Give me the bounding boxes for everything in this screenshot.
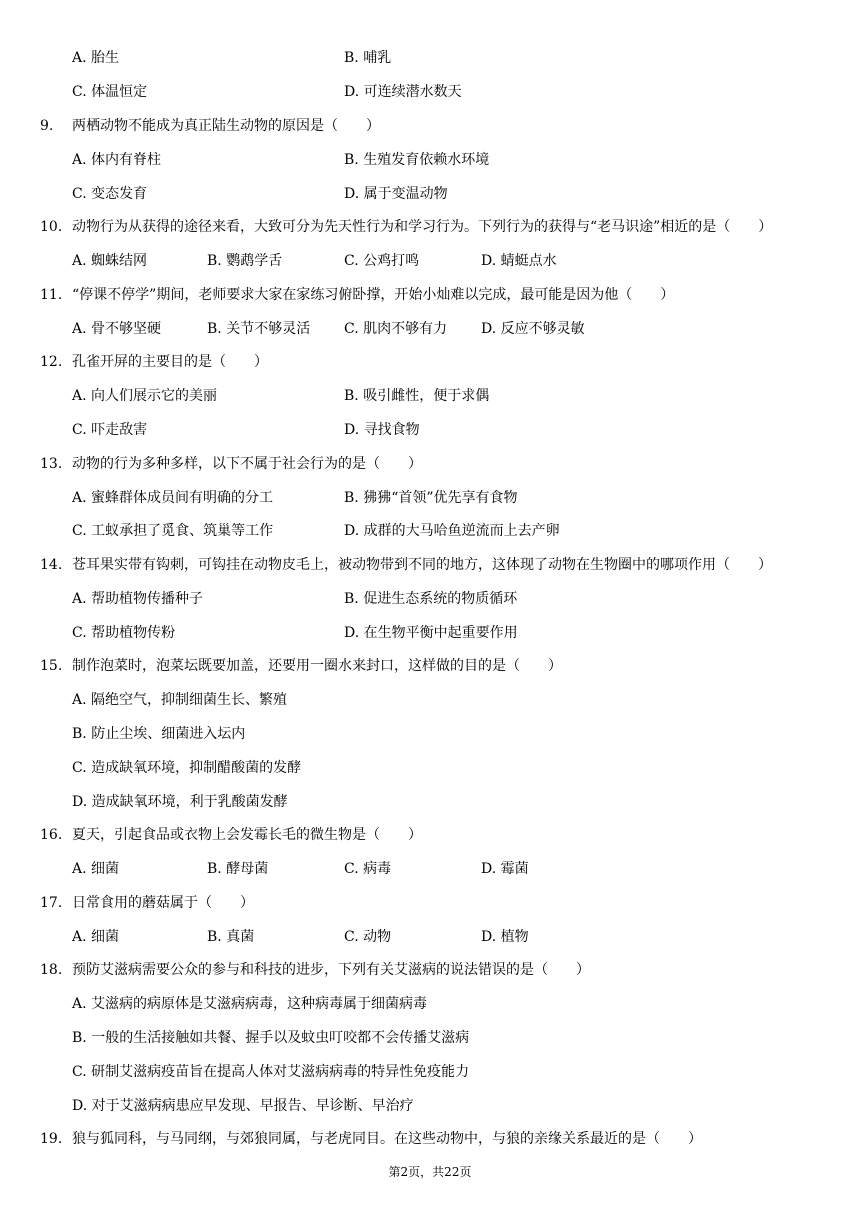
q18-option-a-row: [0, 994, 860, 1028]
q14-options-row-2: [0, 623, 860, 657]
q9-option-d: D. 属于变温动物: [344, 186, 448, 202]
question-number: 9.: [40, 118, 54, 134]
question-11: [0, 285, 860, 319]
q18-option-d: D. 对于艾滋病病患应早发现、早报告、早诊断、早治疗: [72, 1098, 414, 1114]
q12-options-row-1: [0, 386, 860, 420]
q11-option-b: B. 关节不够灵活: [207, 321, 311, 337]
question-17: [0, 893, 860, 927]
q9-option-c: C. 变态发育: [72, 186, 148, 202]
q12-option-d: D. 寻找食物: [344, 422, 420, 438]
question-13: [0, 454, 860, 488]
question-text: 日常食用的蘑菇属于（ ）: [72, 895, 254, 911]
question-number: 14.: [40, 557, 63, 573]
question-number: 17.: [40, 895, 63, 911]
question-12: [0, 352, 860, 386]
question-number: 13.: [40, 456, 63, 472]
q11-option-d: D. 反应不够灵敏: [481, 321, 585, 337]
q18-option-d-row: [0, 1096, 860, 1130]
q15-option-a: A. 隔绝空气，抑制细菌生长、繁殖: [72, 692, 288, 708]
q9-option-b: B. 生殖发育依赖水环境: [344, 152, 490, 168]
q17-option-a: A. 细菌: [72, 929, 120, 945]
q15-option-c-row: [0, 758, 860, 792]
q18-option-c-row: [0, 1062, 860, 1096]
q15-option-b-row: [0, 724, 860, 758]
question-15: [0, 656, 860, 690]
q10-option-b: B. 鹦鹉学舌: [207, 253, 283, 269]
question-number: 12.: [40, 354, 63, 370]
question-19: [0, 1129, 860, 1163]
question-text: 狼与狐同科，与马同纲，与郊狼同属，与老虎同目。在这些动物中，与狼的亲缘关系最近的是（ ）: [72, 1131, 702, 1147]
q13-option-b: B. 狒狒“首领”优先享有食物: [344, 490, 518, 506]
question-text: 夏天，引起食品或衣物上会发霉长毛的微生物是（ ）: [72, 827, 422, 843]
q17-option-d: D. 植物: [481, 929, 529, 945]
question-number: 11.: [40, 287, 63, 303]
question-text: 苍耳果实带有钩刺，可钩挂在动物皮毛上，被动物带到不同的地方，这体现了动物在生物圈中的哪项作用（ ）: [72, 557, 772, 573]
q12-option-b: B. 吸引雌性，便于求偶: [344, 388, 490, 404]
q13-options-row-1: [0, 488, 860, 522]
q16-options-row: [0, 859, 860, 893]
q14-option-a: A. 帮助植物传播种子: [72, 591, 204, 607]
q13-option-d: D. 成群的大马哈鱼逆流而上去产卵: [344, 523, 560, 539]
q18-option-a: A. 艾滋病的病原体是艾滋病病毒，这种病毒属于细菌病毒: [72, 996, 428, 1012]
q10-options-row: [0, 251, 860, 285]
question-number: 10.: [40, 219, 63, 235]
question-number: 15.: [40, 658, 63, 674]
question-text: 动物的行为多种多样，以下不属于社会行为的是（ ）: [72, 456, 422, 472]
q13-options-row-2: [0, 521, 860, 555]
question-text: 两栖动物不能成为真正陆生动物的原因是（ ）: [72, 118, 380, 134]
q15-option-b: B. 防止尘埃、细菌进入坛内: [72, 726, 246, 742]
question-10: [0, 217, 860, 251]
q15-option-c: C. 造成缺氧环境，抑制醋酸菌的发酵: [72, 760, 302, 776]
question-14: [0, 555, 860, 589]
q13-option-c: C. 工蚁承担了觅食、筑巢等工作: [72, 523, 274, 539]
q12-option-c: C. 吓走敌害: [72, 422, 148, 438]
q16-option-b: B. 酵母菌: [207, 861, 269, 877]
q11-option-a: A. 骨不够坚硬: [72, 321, 162, 337]
q12-option-a: A. 向人们展示它的美丽: [72, 388, 218, 404]
q13-option-a: A. 蜜蜂群体成员间有明确的分工: [72, 490, 274, 506]
q15-option-d-row: [0, 792, 860, 826]
question-text: 孔雀开屏的主要目的是（ ）: [72, 354, 268, 370]
question-text: 制作泡菜时，泡菜坛既要加盖，还要用一圈水来封口，这样做的目的是（ ）: [72, 658, 562, 674]
q14-options-row-1: [0, 589, 860, 623]
question-text: 预防艾滋病需要公众的参与和科技的进步，下列有关艾滋病的说法错误的是（ ）: [72, 962, 590, 978]
q18-option-b-row: [0, 1028, 860, 1062]
question-number: 16.: [40, 827, 63, 843]
q9-option-a: A. 体内有脊柱: [72, 152, 162, 168]
question-16: [0, 825, 860, 859]
q12-options-row-2: [0, 420, 860, 454]
q8-option-b: B. 哺乳: [344, 50, 392, 66]
question-text: “停课不停学”期间，老师要求大家在家练习俯卧撑，开始小灿难以完成，最可能是因为他（ ）: [72, 287, 675, 303]
page-footer: 第2页，共22页: [388, 1165, 472, 1179]
q9-options-row-2: [0, 184, 860, 218]
q11-option-c: C. 肌肉不够有力: [344, 321, 448, 337]
q10-option-a: A. 蜘蛛结网: [72, 253, 148, 269]
q8-option-d: D. 可连续潜水数天: [344, 84, 462, 100]
q14-option-b: B. 促进生态系统的物质循环: [344, 591, 518, 607]
q10-option-d: D. 蜻蜓点水: [481, 253, 557, 269]
q18-option-c: C. 研制艾滋病疫苗旨在提高人体对艾滋病病毒的特异性免疫能力: [72, 1064, 470, 1080]
q15-option-a-row: [0, 690, 860, 724]
question-9: [0, 116, 860, 150]
q18-option-b: B. 一般的生活接触如共餐、握手以及蚊虫叮咬都不会传播艾滋病: [72, 1030, 470, 1046]
question-number: 18.: [40, 962, 63, 978]
q17-option-c: C. 动物: [344, 929, 392, 945]
q14-option-d: D. 在生物平衡中起重要作用: [344, 625, 518, 641]
question-18: [0, 960, 860, 994]
question-text: 动物行为从获得的途径来看，大致可分为先天性行为和学习行为。下列行为的获得与“老马识途”相近的是（ ）: [72, 219, 773, 235]
q8-option-a: A. 胎生: [72, 50, 120, 66]
q15-option-d: D. 造成缺氧环境，利于乳酸菌发酵: [72, 794, 288, 810]
q16-option-d: D. 霉菌: [481, 861, 529, 877]
q8-options-row-1: [0, 48, 860, 82]
question-number: 19.: [40, 1131, 63, 1147]
q16-option-c: C. 病毒: [344, 861, 392, 877]
q11-options-row: [0, 319, 860, 353]
q9-options-row-1: [0, 150, 860, 184]
q8-option-c: C. 体温恒定: [72, 84, 148, 100]
q8-options-row-2: [0, 82, 860, 116]
q17-option-b: B. 真菌: [207, 929, 255, 945]
q14-option-c: C. 帮助植物传粉: [72, 625, 176, 641]
q16-option-a: A. 细菌: [72, 861, 120, 877]
q17-options-row: [0, 927, 860, 961]
q10-option-c: C. 公鸡打鸣: [344, 253, 420, 269]
